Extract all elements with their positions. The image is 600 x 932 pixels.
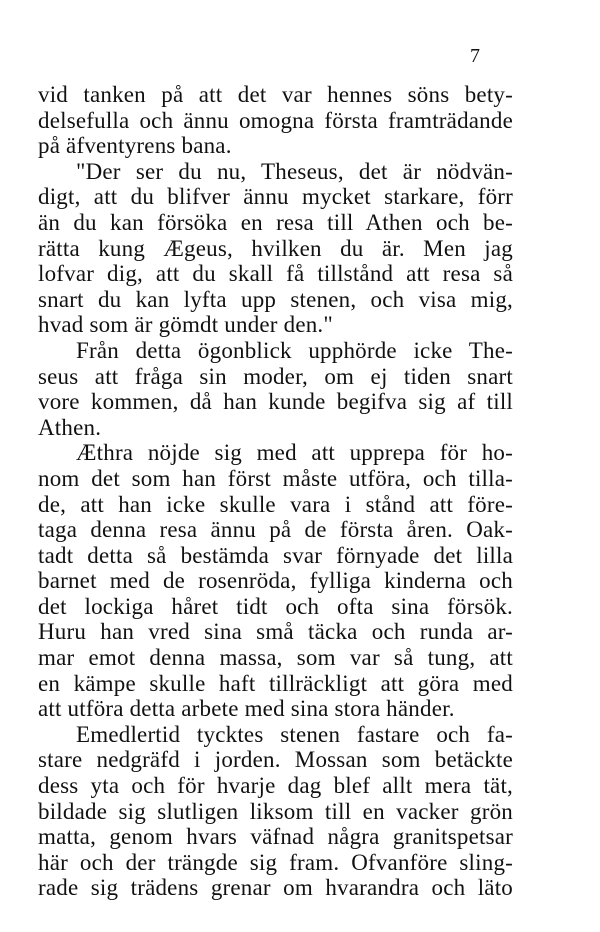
text-line: Huru han vred sina små täcka och runda ar- [38,619,513,645]
text-line: de, att han icke skulle vara i stånd att före- [38,491,513,517]
text-line: stare nedgräfd i jorden. Mossan som betäckte [38,747,513,773]
page-number: 7 [470,45,480,67]
text-line: Æthra nöjde sig med att upprepa för ho- [76,440,513,466]
text-line: dess yta och för hvarje dag blef allt mera tät, [38,773,513,799]
text-line: Från detta ögonblick upphörde icke The- [76,337,513,363]
text-line: rätta kung Ægeus, hvilken du är. Men jag [38,235,513,261]
text-line: taga denna resa ännu på de första åren. Oak- [38,517,513,543]
text-line: lofvar dig, att du skall få tillstånd att resa så [38,261,513,287]
text-line: vid tanken på att det var hennes söns bety- [38,82,513,107]
text-line: det lockiga håret tidt och ofta sina försök. [38,593,513,619]
text-line: rade sig trädens grenar om hvarandra och läto [38,875,513,901]
text-line: än du kan försöka en resa till Athen och be- [38,209,513,235]
text-line: barnet med de rosenröda, fylliga kinderna och [38,568,513,594]
text-line: snart du kan lyfta upp stenen, och visa mig, [38,286,513,312]
text-line: att utföra detta arbete med sina stora händer. [38,696,455,722]
text-line: Emedlertid tycktes stenen fastare och fa- [76,721,513,747]
text-line: vore kommen, då han kunde begifva sig af till [38,389,513,415]
body-text [38,82,513,901]
text-line: seus att fråga sin moder, om ej tiden snart [38,363,513,389]
text-line: på äfventyrens bana. [38,133,232,159]
text-line: Athen. [38,414,102,440]
text-line: tadt detta så bestämda svar förnyade det lilla [38,542,513,568]
text-line: en kämpe skulle haft tillräckligt att göra med [38,670,513,696]
text-line: mar emot denna massa, som var så tung, att [38,645,513,671]
text-line: här och der trängde sig fram. Ofvanföre sling- [38,849,513,875]
text-line: matta, genom hvars väfnad några granitspetsar [38,824,513,850]
text-line: nom det som han först måste utföra, och tilla- [38,465,513,491]
text-line: delsefulla och ännu omogna första framträdande [38,107,513,133]
text-line: bildade sig slutligen liksom till en vacker grön [38,798,513,824]
text-line: "Der ser du nu, Theseus, det är nödvän- [76,158,513,184]
text-line: digt, att du blifver ännu mycket starkare, förr [38,184,513,210]
text-line: hvad som är gömdt under den." [38,312,333,338]
